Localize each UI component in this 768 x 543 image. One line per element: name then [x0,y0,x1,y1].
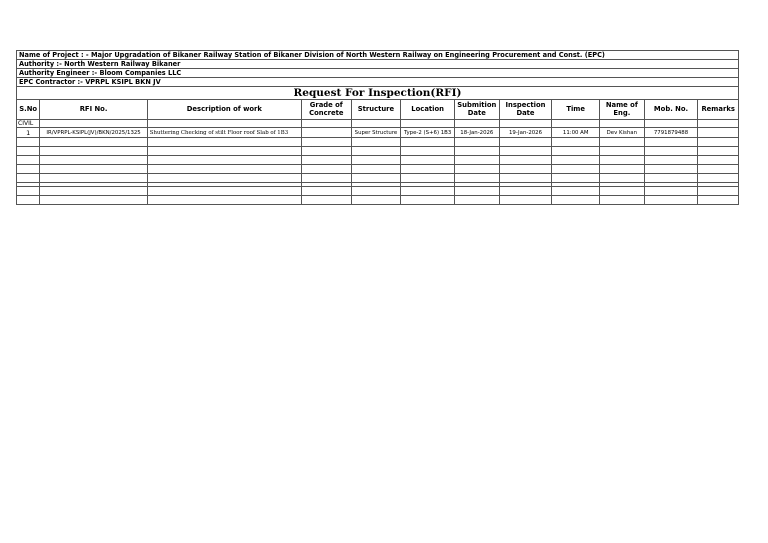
col-location: Location [401,100,455,120]
epc-contractor: EPC Contractor :- VPRPL KSIPL BKN JV [16,77,739,86]
col-submission-date: Submition Date [455,100,500,120]
col-remarks: Remarks [698,100,739,120]
sheet-title: Request For Inspection(RFI) [16,86,739,99]
rfi-table [16,99,739,205]
header-row [17,100,739,120]
cell-time: 11:00 AM [552,128,600,138]
col-mobile: Mob. No. [644,100,698,120]
col-description: Description of work [147,100,301,120]
col-grade: Grade of Concrete [301,100,351,120]
cell-remarks [698,128,739,138]
empty-row [17,187,739,196]
empty-row [17,138,739,147]
col-structure: Structure [351,100,401,120]
cell-mobile: 7791879488 [644,128,698,138]
col-time: Time [552,100,600,120]
cell-grade [301,128,351,138]
authority-engineer: Authority Engineer :- Bloom Companies LLC [16,68,739,77]
cell-rfi-no: IR/VPRPL-KSIPL(JV)/BKN/2025/1325 [40,128,147,138]
empty-row [17,147,739,156]
empty-row [17,165,739,174]
col-sno: S.No [17,100,40,120]
col-rfi-no: RFI No. [40,100,147,120]
cell-inspection-date: 19-Jan-2026 [499,128,552,138]
col-engineer: Name of Eng. [600,100,645,120]
authority: Authority :- North Western Railway Bikaner [16,59,739,68]
section-label: CIVIL [17,120,40,128]
cell-description: Shuttering Checking of stilt Floor roof Slab of 1B3 [147,128,301,138]
cell-submission-date: 18-Jan-2026 [455,128,500,138]
project-name: Name of Project : - Major Upgradation of Bikaner Railway Station of Bikaner Division of North Western Railway on Engineering Procurement and Const. (EPC) [16,50,739,59]
cell-sno: 1 [17,128,40,138]
cell-structure: Super Structure [351,128,401,138]
rfi-sheet [16,50,739,205]
cell-engineer: Dev Kishan [600,128,645,138]
empty-row [17,174,739,183]
col-inspection-date: Inspection Date [499,100,552,120]
table-row [17,128,739,138]
cell-location: Type-2 (S+6) 1B3 [401,128,455,138]
empty-row [17,156,739,165]
empty-row [17,196,739,205]
section-row [17,120,739,128]
